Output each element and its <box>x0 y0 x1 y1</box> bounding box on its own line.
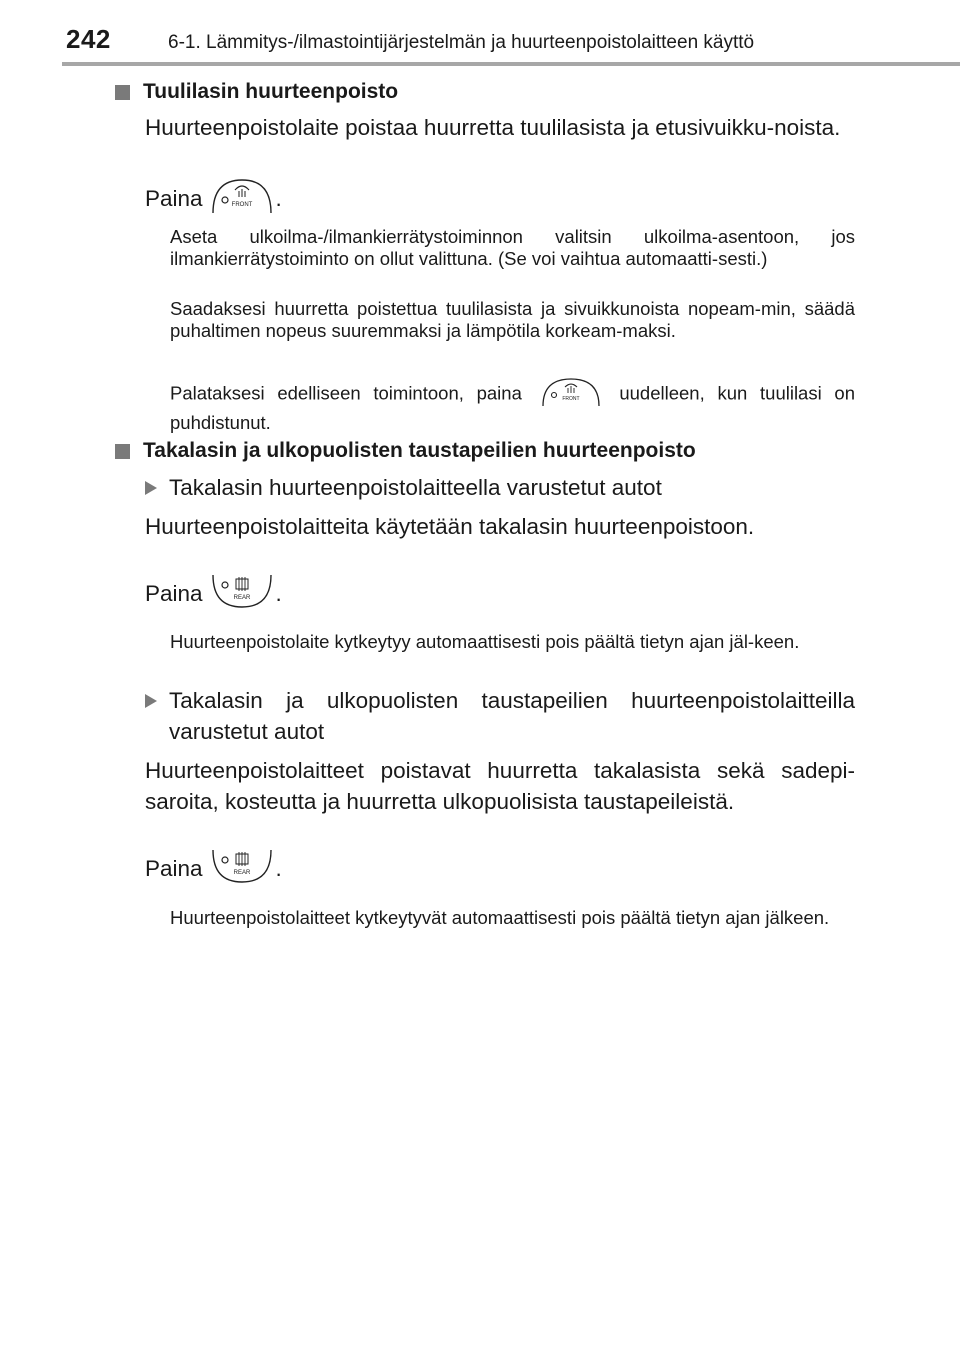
rear-mirror-defroster-button-icon <box>211 848 273 890</box>
note-return-before: Palataksesi edelliseen toimintoon, paina <box>170 382 522 404</box>
section-square-icon <box>115 85 130 100</box>
front-defroster-button-icon <box>211 178 273 220</box>
note-return-after: uudelleen, kun tuulilasi on puhdistunut. <box>170 382 856 433</box>
press-suffix: . <box>275 581 282 606</box>
note-recirculation: Aseta ulkoilma-/ilmankierrätystoiminnon valitsin ulkoilma-asentoon, jos ilmankierrätystoiminto on ollut valittuna. (Se voi vaihtua automaatti-sesti.) <box>170 226 855 269</box>
subsection-rear-and-mirrors <box>145 685 855 747</box>
press-rear-line <box>145 573 282 615</box>
subsection-heading: Takalasin ja ulkopuolisten taustapeilien huurteenpoistolaitteilla varustetut autot <box>169 688 855 744</box>
section-square-icon <box>115 444 130 459</box>
triangle-bullet-icon <box>145 694 157 708</box>
press-label: Paina <box>145 581 203 606</box>
svg-text:REAR: REAR <box>233 870 250 876</box>
press-suffix: . <box>275 856 282 881</box>
note-return-mode <box>170 377 855 434</box>
header-divider <box>62 62 960 66</box>
rear-defroster-button-icon <box>211 573 273 615</box>
page-number: 242 <box>66 24 111 54</box>
subsection-heading: Takalasin huurteenpoistolaitteella varustetut autot <box>169 475 662 500</box>
section-title-text: Takalasin ja ulkopuolisten taustapeilien huurteenpoisto <box>143 439 696 462</box>
svg-text:FRONT: FRONT <box>231 202 252 208</box>
note-fan-speed: Saadaksesi huurretta poistettua tuulilasista ja sivuikkunoista nopeam-min, säädä puhaltimen nopeus suuremmaksi ja lämpötila korkeam-maksi. <box>170 298 855 341</box>
section-title-windshield <box>115 80 398 104</box>
press-rear-mirror-line <box>145 848 282 890</box>
page-header <box>0 0 960 62</box>
mirrors-description: Huurteenpoistolaitteet poistavat huurretta takalasista sekä sadepi-saroita, kosteutta ja huurretta ulkopuolisista taustapeileistä. <box>145 758 855 814</box>
press-front-line <box>145 178 282 220</box>
svg-text:REAR: REAR <box>233 595 250 601</box>
press-suffix: . <box>275 186 282 211</box>
windshield-description: Huurteenpoistolaite poistaa huurretta tuulilasista ja etusivuikku-noista. <box>145 115 841 140</box>
triangle-bullet-icon <box>145 481 157 495</box>
chapter-title: 6-1. Lämmitys-/ilmastointijärjestelmän ja huurteenpoistolaitteen käyttö <box>168 32 755 53</box>
note-rear-auto-off: Huurteenpoistolaite kytkeytyy automaattisesti pois päältä tietyn ajan jäl-keen. <box>170 631 800 652</box>
front-defroster-inline-icon <box>541 377 601 412</box>
press-label: Paina <box>145 186 203 211</box>
press-label: Paina <box>145 856 203 881</box>
svg-text:FRONT: FRONT <box>561 396 580 402</box>
section-title-text: Tuulilasin huurteenpoisto <box>143 80 399 103</box>
note-mirrors-auto-off: Huurteenpoistolaitteet kytkeytyvät automaattisesti pois päältä tietyn ajan jälkeen. <box>170 907 830 928</box>
section-title-rear <box>115 439 696 463</box>
subsection-rear-only <box>145 472 855 503</box>
rear-description: Huurteenpoistolaitteita käytetään takalasin huurteenpoistoon. <box>145 514 755 539</box>
